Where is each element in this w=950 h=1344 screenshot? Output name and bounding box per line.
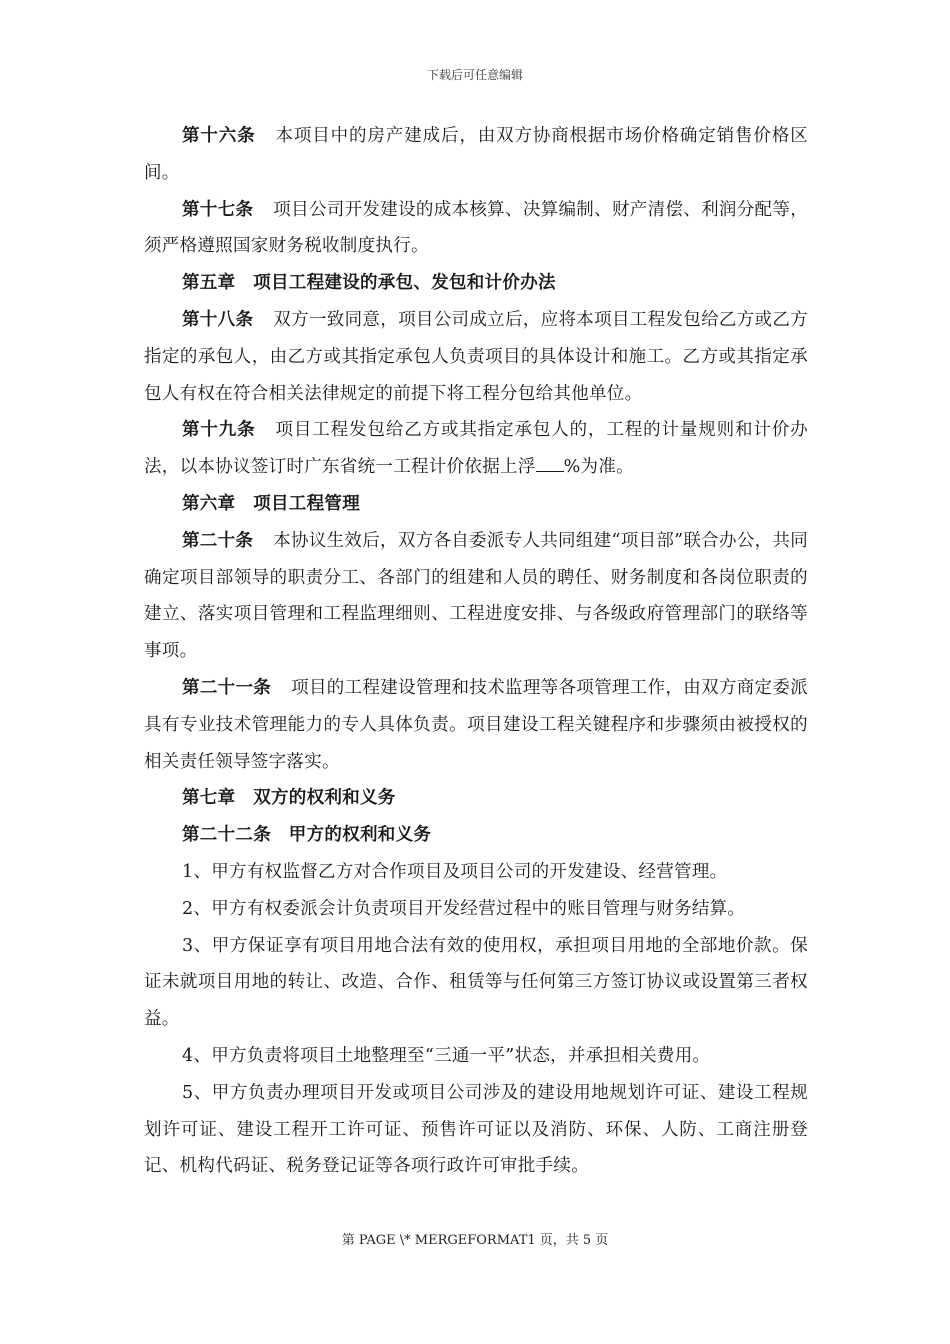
article-label: 第十七条 — [182, 199, 254, 220]
article-18 — [144, 302, 808, 412]
article-text: 项目工程发包给乙方或其指定承包人的，工程的计量规则和计价办法，以本协议签订时广东省统一工程计价依据上浮 — [144, 420, 808, 478]
article-label: 第十九条 — [182, 420, 256, 441]
article-16 — [144, 118, 808, 192]
page-footer: 第 PAGE \* MERGEFORMAT1 页，共 5 页 — [341, 1233, 609, 1248]
article-label: 第二十一条 — [182, 677, 272, 698]
article-text-after: %为准。 — [563, 457, 634, 478]
article-text: 双方一致同意，项目公司成立后，应将本项目工程发包给乙方或乙方指定的承包人，由乙方或其指定承包人负责项目的具体设计和施工。乙方或其指定承包人有权在符合相关法律规定的前提下将工程分包给其他单位。 — [144, 309, 808, 404]
list-item: 2、甲方有权委派会计负责项目开发经营过程中的账目管理与财务结算。 — [182, 898, 746, 919]
article-label: 第十六条 — [182, 126, 256, 146]
article-20 — [144, 523, 808, 670]
chapter-6-heading: 第六章 项目工程管理 — [182, 493, 360, 514]
list-item: 4、甲方负责将项目土地整理至“三通一平”状态，并承担相关费用。 — [182, 1045, 711, 1066]
chapter-7-heading: 第七章 双方的权利和义务 — [182, 788, 396, 809]
article-21 — [144, 670, 808, 780]
list-item: 1、甲方有权监督乙方对合作项目及项目公司的开发建设、经营管理。 — [182, 861, 728, 882]
document-body — [144, 118, 808, 1185]
article-text: 项目公司开发建设的成本核算、决算编制、财产清偿、利润分配等，须严格遵照国家财务税收制度执行。 — [144, 199, 808, 257]
article-label: 第二十条 — [182, 530, 254, 551]
page-header: 下载后可任意编辑 — [426, 68, 523, 82]
article-22-heading: 第二十二条 甲方的权利和义务 — [182, 825, 432, 846]
article-17 — [144, 192, 808, 266]
article-text: 项目的工程建设管理和技术监理等各项管理工作，由双方商定委派具有专业技术管理能力的专人具体负责。项目建设工程关键程序和步骤须由被授权的相关责任领导签字落实。 — [144, 677, 808, 772]
fill-in-blank — [536, 455, 564, 472]
article-19 — [144, 412, 808, 486]
article-label: 第十八条 — [182, 309, 254, 330]
article-text: 本项目中的房产建成后，由双方协商根据市场价格确定销售价格区间。 — [144, 126, 808, 183]
list-item: 3、甲方保证享有项目用地合法有效的使用权，承担项目用地的全部地价款。保证未就项目用地的转让、改造、合作、租赁等与任何第三方签订协议或设置第三者权益。 — [144, 935, 808, 1030]
chapter-5-heading: 第五章 项目工程建设的承包、发包和计价办法 — [182, 273, 556, 294]
list-item: 5、甲方负责办理项目开发或项目公司涉及的建设用地规划许可证、建设工程规划许可证、建设工程开工许可证、预售许可证以及消防、环保、人防、工商注册登记、机构代码证、税务登记证等各项行政许可审批手续。 — [144, 1082, 808, 1177]
article-text: 本协议生效后，双方各自委派专人共同组建“项目部”联合办公，共同确定项目部领导的职责分工、各部门的组建和人员的聘任、财务制度和各岗位职责的建立、落实项目管理和工程监理细则、工程进度安排、与各级政府管理部门的联络等事项。 — [144, 530, 808, 662]
